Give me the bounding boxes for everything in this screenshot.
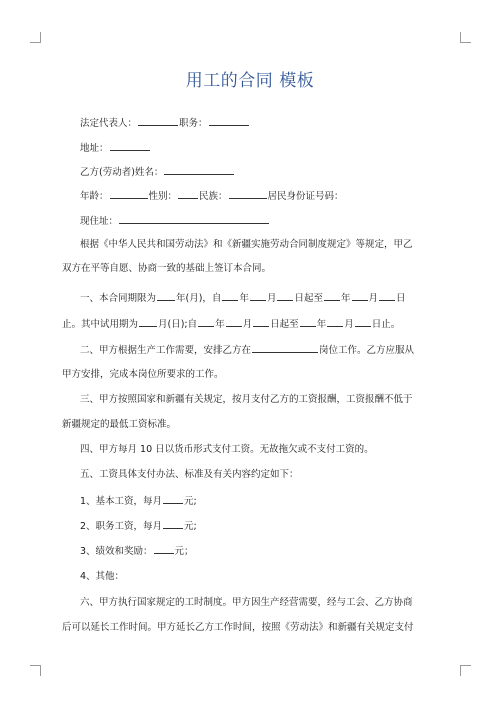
text-segment: 二、甲方根据生产工作需要，安排乙方在 (80, 345, 252, 356)
text-segment: 月 (344, 319, 354, 330)
paragraph-line: 甲方安排，完成本岗位所要求的工作。 (62, 369, 224, 380)
text-segment: 日起至 (294, 293, 323, 304)
text-segment: 2、职务工资，每月 (80, 521, 163, 532)
blank-field (355, 317, 371, 327)
form-line-party-b-name (80, 165, 460, 180)
salary-item-performance (80, 544, 460, 559)
blank-field (327, 317, 343, 327)
blank-field (138, 116, 178, 126)
blank-field (300, 317, 316, 327)
label-position: 职务： (179, 118, 208, 129)
form-line-current-address (80, 214, 460, 229)
text-segment: 1、基本工资，每月 (80, 496, 163, 507)
blank-field (209, 116, 249, 126)
blank-field (198, 317, 214, 327)
text-segment: 元; (184, 496, 197, 507)
clause-1-line-1 (80, 291, 460, 306)
label-ethnicity: 民族： (199, 191, 228, 202)
text-segment: 年 (239, 293, 249, 304)
blank-field (163, 519, 183, 529)
salary-item-basic (80, 494, 460, 509)
form-line-address (80, 141, 460, 156)
paragraph-line: 根据《中华人民共和国劳动法》和《新疆实施劳动合同制度规定》等规定，甲乙 (80, 239, 413, 250)
label-gender: 性别： (148, 191, 178, 202)
blank-field (226, 317, 242, 327)
blank-field (164, 165, 234, 175)
corner-mark-bottom-left (30, 665, 41, 676)
paragraph-line: 新疆规定的最低工资标准。 (62, 419, 177, 430)
form-line-legal-rep (80, 116, 460, 131)
blank-field (250, 291, 266, 301)
paragraph-line: 五、工资具体支付办法、标准及有关内容约定如下： (80, 469, 299, 480)
clause-2-line-1 (80, 343, 460, 358)
text-segment: 元； (174, 546, 194, 557)
blank-field (324, 291, 340, 301)
salary-item-other: 4、其他： (80, 571, 125, 582)
text-segment: 日起至 (270, 319, 299, 330)
text-segment: 元; (184, 521, 197, 532)
paragraph-line: 四、甲方每月 10 日以货币形式支付工资。无故拖欠或不支付工资的。 (80, 444, 374, 455)
clause-1-line-2 (62, 317, 442, 332)
blank-field (110, 141, 150, 151)
text-segment: 年 (340, 293, 351, 304)
label-address: 地址： (80, 143, 109, 154)
blank-field (154, 544, 174, 554)
paragraph-line: 六、甲方执行国家规定的工时制度。甲方因生产经营需要，经与工会、乙方协商 (80, 597, 413, 608)
blank-field (252, 343, 318, 353)
label-current-address: 现住址： (80, 216, 119, 227)
blank-field (178, 189, 198, 199)
text-segment: 一、本合同期限为 (80, 293, 157, 304)
paragraph-line: 后可以延长工作时间。甲方延长乙方工作时间，按照《劳动法》和新疆有关规定支付 (62, 622, 414, 633)
salary-item-position (80, 519, 460, 534)
blank-field (119, 214, 269, 224)
text-segment: 年 (316, 319, 327, 330)
text-segment: 止。其中试用期为 (62, 319, 139, 330)
corner-mark-top-left (30, 32, 41, 43)
paragraph-line: 双方在平等自愿、协商一致的基础上签订本合同。 (62, 263, 272, 274)
blank-field (139, 317, 157, 327)
blank-field (222, 291, 238, 301)
corner-mark-top-right (460, 32, 471, 43)
label-id-number: 居民身份证号码： (267, 191, 344, 202)
corner-mark-bottom-right (460, 665, 471, 676)
blank-field (277, 291, 293, 301)
text-segment: 月 (368, 293, 379, 304)
blank-field (229, 189, 267, 199)
blank-field (379, 291, 395, 301)
text-segment: 年 (215, 319, 225, 330)
text-segment: 日 (396, 293, 406, 304)
label-legal-rep: 法定代表人： (80, 118, 138, 129)
text-segment: 日止。 (371, 319, 401, 330)
text-segment: 月 (242, 319, 253, 330)
text-segment: 3、绩效和奖励： (80, 546, 153, 557)
text-segment: 岗位工作。乙方应服从 (319, 345, 415, 356)
form-line-personal-info (80, 189, 460, 204)
blank-field (110, 189, 148, 199)
blank-field (163, 494, 183, 504)
text-segment: 月 (266, 293, 277, 304)
blank-field (157, 291, 175, 301)
document-title: 用工的合同 模板 (185, 71, 315, 91)
blank-field (253, 317, 269, 327)
label-age: 年龄： (80, 191, 109, 202)
text-segment: 月(日);自 (158, 319, 198, 330)
text-segment: 年(月)，自 (176, 293, 222, 304)
blank-field (352, 291, 368, 301)
label-party-b-name: 乙方(劳动者)姓名： (80, 167, 164, 178)
paragraph-line: 三、甲方按照国家和新疆有关规定，按月支付乙方的工资报酬，工资报酬不低于 (80, 394, 413, 405)
